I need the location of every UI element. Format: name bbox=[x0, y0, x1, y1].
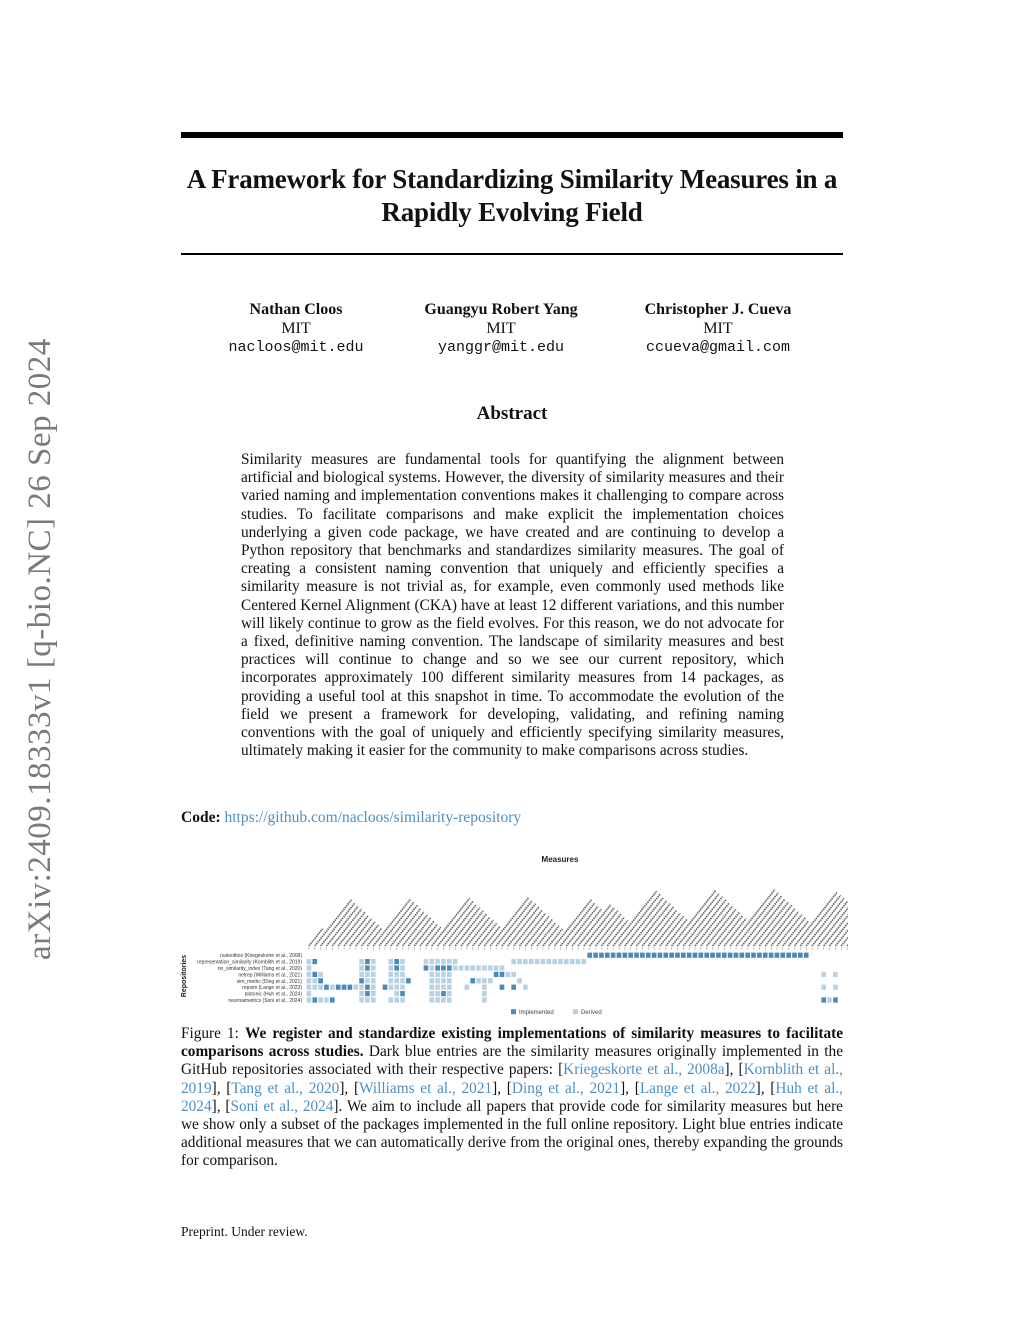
derived-cell bbox=[511, 972, 516, 977]
implemented-cell bbox=[833, 997, 838, 1002]
measure-label bbox=[455, 911, 483, 946]
derived-cell bbox=[523, 959, 528, 964]
implemented-cell bbox=[312, 959, 317, 964]
derived-cell bbox=[312, 978, 317, 983]
caption-lead: We register and standardize existing implementations of similarity measures to facilitate comparisons across studies. bbox=[181, 1025, 843, 1061]
measure-label bbox=[315, 900, 352, 946]
derived-cell bbox=[400, 965, 405, 970]
implemented-cell bbox=[751, 953, 756, 958]
implemented-cell bbox=[611, 953, 616, 958]
implemented-cell bbox=[646, 953, 651, 958]
derived-cell bbox=[429, 959, 434, 964]
measure-label bbox=[800, 895, 840, 946]
derived-cell bbox=[517, 959, 522, 964]
implemented-cell bbox=[745, 953, 750, 958]
citation[interactable]: Kornblith et al., 2019 bbox=[181, 1061, 843, 1097]
legend-swatch-derived bbox=[573, 1009, 578, 1014]
derived-cell bbox=[821, 985, 826, 990]
derived-cell bbox=[371, 978, 376, 983]
measure-label bbox=[771, 912, 798, 946]
code-link[interactable]: https://github.com/nacloos/similarity-repository bbox=[224, 809, 522, 826]
derived-cell bbox=[476, 965, 481, 970]
implemented-cell bbox=[435, 965, 440, 970]
derived-cell bbox=[371, 985, 376, 990]
implemented-cell bbox=[312, 972, 317, 977]
implemented-cell bbox=[394, 965, 399, 970]
implemented-cell bbox=[470, 978, 475, 983]
measure-label bbox=[397, 912, 424, 946]
derived-cell bbox=[389, 972, 394, 977]
legend-label-implemented: Implemented bbox=[519, 1009, 554, 1016]
implemented-cell bbox=[365, 991, 370, 996]
measure-label bbox=[689, 900, 726, 946]
derived-cell bbox=[482, 978, 487, 983]
derived-cell bbox=[365, 972, 370, 977]
caption-text-2: . We aim to include all papers that provide code for similarity measures but here we show only a subset of the packages implemented in the full online repository. Light blue entries indicate additional measures that we can automatically derive from the original ones, thereby expanding the grounds for comparison. bbox=[181, 1097, 843, 1170]
citation[interactable]: Kriegeskorte et al., 2008a bbox=[563, 1061, 725, 1079]
implemented-cell bbox=[348, 985, 353, 990]
derived-cell bbox=[371, 959, 376, 964]
implemented-cell bbox=[605, 953, 610, 958]
citation[interactable]: Huh et al., 2024 bbox=[181, 1079, 843, 1115]
measure-label bbox=[362, 925, 379, 946]
derived-cell bbox=[465, 985, 470, 990]
derived-cell bbox=[307, 991, 312, 996]
derived-cell bbox=[307, 965, 312, 970]
implemented-cell bbox=[775, 953, 780, 958]
derived-cell bbox=[318, 997, 323, 1002]
arxiv-stamp: arXiv:2409.18333v1 [q-bio.NC] 26 Sep 2024 bbox=[22, 338, 58, 960]
implemented-cell bbox=[359, 978, 364, 983]
derived-cell bbox=[441, 959, 446, 964]
author-name: Nathan Cloos bbox=[249, 301, 343, 318]
derived-cell bbox=[400, 972, 405, 977]
measure-label bbox=[789, 921, 809, 946]
implemented-cell bbox=[722, 953, 727, 958]
implemented-cell bbox=[757, 953, 762, 958]
code-label: Code: bbox=[181, 809, 221, 826]
implemented-cell bbox=[699, 953, 704, 958]
derived-cell bbox=[535, 959, 540, 964]
implemented-cell bbox=[681, 953, 686, 958]
author-affiliation: MIT bbox=[281, 320, 311, 337]
derived-cell bbox=[435, 978, 440, 983]
derived-cell bbox=[541, 959, 546, 964]
measure-label bbox=[625, 897, 664, 946]
implemented-cell bbox=[342, 985, 347, 990]
derived-cell bbox=[465, 965, 470, 970]
derived-cell bbox=[517, 978, 522, 983]
derived-cell bbox=[447, 972, 452, 977]
derived-cell bbox=[318, 972, 323, 977]
implemented-cell bbox=[406, 978, 411, 983]
figure-1 bbox=[178, 848, 848, 1018]
derived-cell bbox=[394, 991, 399, 996]
legend-label-derived: Derived bbox=[581, 1009, 602, 1016]
measure-label bbox=[601, 917, 624, 946]
implemented-cell bbox=[365, 959, 370, 964]
implemented-cell bbox=[593, 953, 598, 958]
derived-cell bbox=[529, 959, 534, 964]
derived-cell bbox=[365, 997, 370, 1002]
implemented-cell bbox=[763, 953, 768, 958]
implemented-cell bbox=[400, 991, 405, 996]
row-label: rsatoolbox (Kriegeskorte et al., 2008) bbox=[220, 953, 302, 960]
derived-cell bbox=[371, 972, 376, 977]
derived-cell bbox=[453, 959, 458, 964]
implemented-cell bbox=[441, 965, 446, 970]
measure-label bbox=[666, 919, 687, 946]
derived-cell bbox=[441, 978, 446, 983]
derived-cell bbox=[318, 985, 323, 990]
caption-prefix: Figure 1: bbox=[181, 1025, 239, 1042]
derived-cell bbox=[429, 991, 434, 996]
derived-cell bbox=[570, 959, 575, 964]
implemented-cell bbox=[623, 953, 628, 958]
derived-cell bbox=[470, 965, 475, 970]
derived-cell bbox=[394, 978, 399, 983]
derived-cell bbox=[482, 997, 487, 1002]
implemented-cell bbox=[628, 953, 633, 958]
author-3 bbox=[628, 300, 808, 357]
derived-cell bbox=[453, 965, 458, 970]
implemented-cell bbox=[652, 953, 657, 958]
citation[interactable]: Soni et al., 2024 bbox=[230, 1097, 334, 1115]
row-label: platonic (Huh et al., 2024) bbox=[244, 991, 302, 998]
derived-cell bbox=[424, 959, 429, 964]
implemented-cell bbox=[500, 985, 505, 990]
code-line bbox=[181, 809, 521, 827]
implemented-cell bbox=[734, 953, 739, 958]
figure-caption: Figure 1: We register and standardize existing implementations of similarity measures to facilitate comparisons across studies. Dark blue entries are the similarity measures originally implemented in the GitHub repositories associated with their respective papers: [Kriegeskorte et al., 2008a], [Kornblith et al., 2019], [Tang et al., 2020], [Williams et al., 2021], [Ding et al., 2021], [Lange et al., 2022], [Huh et al., 2024], [Soni et al., 2024]. We aim to include all papers that provide code for similarity measures but here we show only a subset of the packages implemented in the full online repository. Light blue entries indicate additional measures that we can automatically derive from the original ones, thereby expanding the grounds for comparison. bbox=[181, 1025, 843, 1170]
implemented-cell bbox=[634, 953, 639, 958]
derived-cell bbox=[494, 965, 499, 970]
derived-cell bbox=[394, 972, 399, 977]
derived-cell bbox=[488, 978, 493, 983]
derived-cell bbox=[389, 997, 394, 1002]
derived-cell bbox=[576, 959, 581, 964]
measure-label bbox=[490, 897, 529, 946]
measure-label bbox=[467, 917, 490, 946]
author-email[interactable]: yanggr@mit.edu bbox=[437, 339, 565, 356]
author-2 bbox=[406, 300, 596, 357]
derived-cell bbox=[429, 965, 434, 970]
measure-label bbox=[713, 912, 740, 946]
row-label: repsim (Lange et al., 2023) bbox=[242, 985, 302, 992]
implemented-cell bbox=[786, 953, 791, 958]
title-rule-bottom bbox=[181, 253, 843, 255]
derived-cell bbox=[371, 965, 376, 970]
implemented-cell bbox=[716, 953, 721, 958]
measure-label bbox=[338, 912, 365, 946]
derived-cell bbox=[488, 965, 493, 970]
implemented-cell bbox=[704, 953, 709, 958]
measure-label bbox=[414, 921, 434, 946]
implemented-cell bbox=[330, 997, 335, 1002]
implemented-cell bbox=[804, 953, 809, 958]
derived-cell bbox=[400, 959, 405, 964]
measure-label bbox=[607, 920, 628, 946]
derived-cell bbox=[821, 972, 826, 977]
derived-cell bbox=[435, 985, 440, 990]
chart-title: Measures bbox=[541, 855, 579, 864]
derived-cell bbox=[429, 997, 434, 1002]
author-1 bbox=[226, 300, 366, 357]
author-email[interactable]: nacloos@mit.edu bbox=[228, 339, 364, 356]
derived-cell bbox=[400, 978, 405, 983]
implemented-cell bbox=[441, 991, 446, 996]
derived-cell bbox=[429, 985, 434, 990]
measure-label bbox=[408, 918, 430, 946]
implemented-cell bbox=[693, 953, 698, 958]
implemented-cell bbox=[394, 959, 399, 964]
implemented-cell bbox=[769, 953, 774, 958]
derived-cell bbox=[400, 997, 405, 1002]
implemented-cell bbox=[740, 953, 745, 958]
row-label: netrep (Williams et al., 2021) bbox=[238, 972, 302, 979]
derived-cell bbox=[365, 978, 370, 983]
citation[interactable]: Williams et al., 2021 bbox=[359, 1079, 493, 1097]
derived-cell bbox=[833, 972, 838, 977]
derived-cell bbox=[429, 978, 434, 983]
measure-label bbox=[648, 910, 677, 946]
implemented-cell bbox=[383, 985, 388, 990]
measure-label bbox=[514, 910, 543, 946]
implemented-cell bbox=[324, 985, 329, 990]
measure-label bbox=[748, 899, 785, 946]
derived-cell bbox=[546, 959, 551, 964]
implemented-cell bbox=[675, 953, 680, 958]
measure-label bbox=[332, 909, 361, 946]
derived-cell bbox=[500, 965, 505, 970]
implemented-cell bbox=[792, 953, 797, 958]
derived-cell bbox=[394, 985, 399, 990]
caption-text-1: Dark blue entries are the similarity measures originally implemented in the GitHub repositories associated with their respective papers: [ bbox=[181, 1043, 843, 1079]
measure-label bbox=[555, 900, 592, 946]
derived-cell bbox=[558, 959, 563, 964]
derived-cell bbox=[833, 985, 838, 990]
measure-label bbox=[672, 890, 716, 946]
derived-cell bbox=[389, 959, 394, 964]
derived-cell bbox=[324, 997, 329, 1002]
measures-heatmap bbox=[178, 848, 848, 1018]
derived-cell bbox=[400, 985, 405, 990]
derived-cell bbox=[827, 997, 832, 1002]
implemented-cell bbox=[663, 953, 668, 958]
measure-label bbox=[794, 892, 837, 946]
implemented-cell bbox=[821, 997, 826, 1002]
derived-cell bbox=[552, 959, 557, 964]
implemented-cell bbox=[658, 953, 663, 958]
row-label: representation_similarity (Kornblith et al., 2019) bbox=[197, 959, 302, 966]
implemented-cell bbox=[511, 985, 516, 990]
derived-cell bbox=[459, 965, 464, 970]
implemented-cell bbox=[365, 985, 370, 990]
abstract-text: Similarity measures are fundamental tools for quantifying the alignment between artificial and biological systems. However, the diversity of similarity measures and their varied naming and implementation conventions makes it challenging to compare across studies. To facilitate comparisons and make explicit the implementation choices underlying a given code package, we have created and are continuing to develop a Python repository that benchmarks and standardizes similarity measures. The goal of creating a consistent naming convention that uniquely and efficiently specifies a similarity measure is not trivial as, for example, even commonly used methods like Centered Kernel Alignment (CKA) have at least 12 different variations, and this number will likely continue to grow as the field evolves. For this reason, we do not advocate for a fixed, definitive naming convention. The landscape of similarity measures and best practices will continue to change and so we see our current repository, which incorporates approximately 100 different similarity measures from 14 packages, as providing a useful tool at this snapshot in time. To accommodate the evolution of the field we present a framework for developing, validating, and refining naming conventions with the goal of uniquely and efficiently specifying similarity measures, ultimately making it easier for the community to make comparisons across studies. bbox=[241, 451, 784, 760]
derived-cell bbox=[307, 997, 312, 1002]
measure-label bbox=[613, 891, 657, 946]
derived-cell bbox=[394, 997, 399, 1002]
implemented-cell bbox=[500, 972, 505, 977]
derived-cell bbox=[435, 997, 440, 1002]
implemented-cell bbox=[798, 953, 803, 958]
derived-cell bbox=[523, 985, 528, 990]
legend-swatch-implemented bbox=[511, 1009, 516, 1014]
measure-label bbox=[473, 920, 494, 946]
derived-cell bbox=[429, 972, 434, 977]
measure-label bbox=[531, 919, 552, 946]
implemented-cell bbox=[424, 965, 429, 970]
row-label: nn_similarity_index (Tang et al., 2020) bbox=[217, 966, 302, 972]
derived-cell bbox=[389, 985, 394, 990]
derived-cell bbox=[307, 985, 312, 990]
derived-cell bbox=[482, 965, 487, 970]
derived-cell bbox=[307, 959, 312, 964]
author-affiliation: MIT bbox=[486, 320, 516, 337]
implemented-cell bbox=[447, 965, 452, 970]
derived-cell bbox=[482, 985, 487, 990]
paper-title: A Framework for Standardizing Similarity Measures in a Rapidly Evolving Field bbox=[186, 164, 838, 227]
derived-cell bbox=[359, 972, 364, 977]
measure-label bbox=[391, 908, 421, 946]
measure-label bbox=[765, 908, 795, 946]
implemented-cell bbox=[687, 953, 692, 958]
derived-cell bbox=[435, 991, 440, 996]
derived-cell bbox=[389, 978, 394, 983]
derived-cell bbox=[447, 985, 452, 990]
derived-cell bbox=[582, 959, 587, 964]
citation[interactable]: Lange et al., 2022 bbox=[639, 1079, 756, 1097]
implemented-cell bbox=[336, 985, 341, 990]
measure-label bbox=[783, 918, 805, 946]
citation[interactable]: Ding et al., 2021 bbox=[511, 1079, 621, 1097]
derived-cell bbox=[435, 972, 440, 977]
measure-label bbox=[707, 909, 736, 946]
derived-cell bbox=[482, 991, 487, 996]
measure-label bbox=[730, 890, 775, 946]
implemented-cell bbox=[318, 978, 323, 983]
abstract-heading: Abstract bbox=[476, 403, 548, 424]
derived-cell bbox=[441, 997, 446, 1002]
implemented-cell bbox=[365, 965, 370, 970]
implemented-cell bbox=[617, 953, 622, 958]
implemented-cell bbox=[312, 997, 317, 1002]
derived-cell bbox=[359, 991, 364, 996]
author-affiliation: MIT bbox=[703, 320, 733, 337]
measure-label bbox=[590, 911, 618, 946]
author-name: Christopher J. Cueva bbox=[644, 301, 792, 318]
derived-cell bbox=[330, 985, 335, 990]
measure-label bbox=[432, 898, 470, 946]
derived-cell bbox=[441, 972, 446, 977]
derived-cell bbox=[564, 959, 569, 964]
derived-cell bbox=[435, 959, 440, 964]
derived-cell bbox=[371, 997, 376, 1002]
measure-label bbox=[572, 909, 601, 946]
implemented-cell bbox=[780, 953, 785, 958]
derived-cell bbox=[447, 959, 452, 964]
implemented-cell bbox=[587, 953, 592, 958]
implemented-cell bbox=[728, 953, 733, 958]
measure-label bbox=[724, 919, 746, 946]
derived-cell bbox=[312, 985, 317, 990]
measure-label bbox=[373, 899, 410, 946]
derived-cell bbox=[476, 978, 481, 983]
footer-note: Preprint. Under review. bbox=[181, 1224, 308, 1239]
derived-cell bbox=[389, 965, 394, 970]
citation[interactable]: Tang et al., 2020 bbox=[231, 1079, 340, 1097]
title-rule-top bbox=[181, 132, 843, 138]
measure-label bbox=[350, 919, 372, 946]
implemented-cell bbox=[599, 953, 604, 958]
derived-cell bbox=[447, 978, 452, 983]
derived-cell bbox=[307, 972, 312, 977]
derived-cell bbox=[359, 997, 364, 1002]
measure-label bbox=[742, 896, 782, 946]
derived-cell bbox=[447, 991, 452, 996]
measure-label bbox=[683, 897, 722, 946]
derived-cell bbox=[441, 985, 446, 990]
implemented-cell bbox=[669, 953, 674, 958]
derived-cell bbox=[359, 959, 364, 964]
derived-cell bbox=[506, 972, 511, 977]
implemented-cell bbox=[640, 953, 645, 958]
measure-label bbox=[806, 898, 844, 946]
implemented-cell bbox=[710, 953, 715, 958]
author-name: Guangyu Robert Yang bbox=[424, 301, 578, 318]
row-label: sim_metric (Ding et al., 2021) bbox=[236, 978, 302, 985]
derived-cell bbox=[511, 959, 516, 964]
row-label: neuroaimetrics (Soni et al., 2024) bbox=[228, 998, 302, 1004]
derived-cell bbox=[359, 985, 364, 990]
chart-ylabel: Repositories bbox=[181, 954, 188, 998]
implemented-cell bbox=[494, 972, 499, 977]
derived-cell bbox=[307, 978, 312, 983]
author-email[interactable]: ccueva@gmail.com bbox=[645, 339, 791, 356]
derived-cell bbox=[447, 997, 452, 1002]
derived-cell bbox=[371, 991, 376, 996]
derived-cell bbox=[359, 965, 364, 970]
derived-cell bbox=[353, 985, 358, 990]
